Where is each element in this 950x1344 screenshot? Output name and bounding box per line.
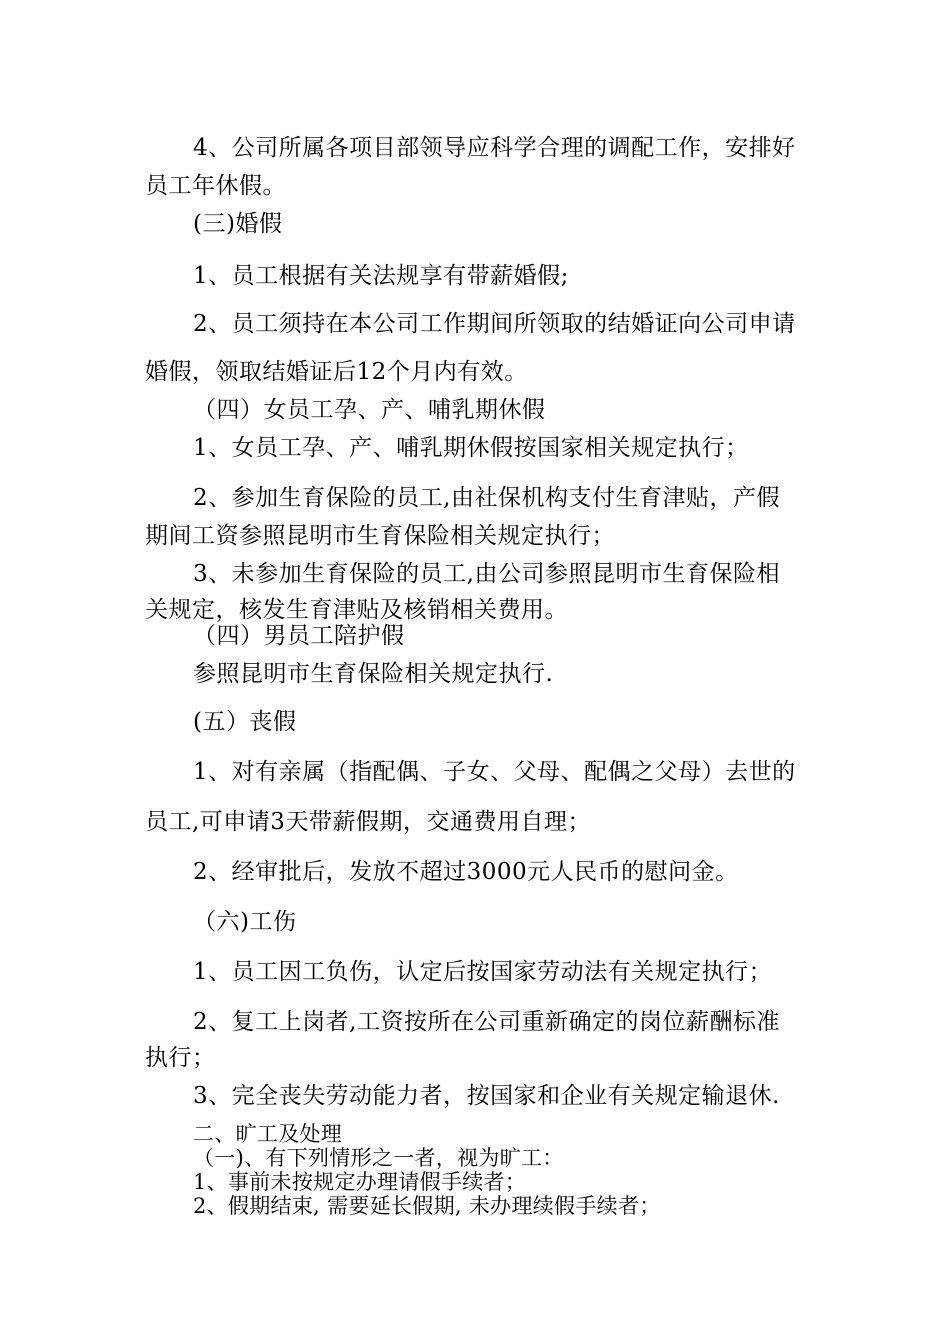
section-heading: （一)、有下列情形之一者，视为旷工： <box>193 1146 564 1170</box>
paragraph-line: 员工,可申请3天带薪假期，交通费用自理； <box>145 809 591 835</box>
paragraph-line: 期间工资参照昆明市生育保险相关规定执行； <box>145 523 615 549</box>
section-heading: （四）女员工孕、产、哺乳期休假 <box>193 397 546 423</box>
list-item: 1、事前未按规定办理请假手续者； <box>193 1170 527 1194</box>
paragraph-line: 执行； <box>145 1045 216 1071</box>
paragraph-line: 1、员工根据有关法规享有带薪婚假; <box>193 263 569 289</box>
paragraph-line: 婚假，领取结婚证后12个月内有效。 <box>145 359 528 385</box>
paragraph-line: 2、员工须持在本公司工作期间所领取的结婚证向公司申请 <box>193 311 796 337</box>
section-heading: 二、旷工及处理 <box>193 1122 343 1146</box>
section-heading: (五）丧假 <box>193 709 297 735</box>
paragraph-line: 2、参加生育保险的员工,由社保机构支付生育津贴，产假 <box>193 485 780 511</box>
paragraph-line: 关规定，核发生育津贴及核销相关费用。 <box>145 597 568 623</box>
paragraph-line: 2、复工上岗者,工资按所在公司重新确定的岗位薪酬标准 <box>193 1009 780 1035</box>
section-heading: (三)婚假 <box>193 211 283 237</box>
paragraph-line: 参照昆明市生育保险相关规定执行. <box>193 661 554 687</box>
paragraph-line: 1、女员工孕、产、哺乳期休假按国家相关规定执行； <box>193 435 749 461</box>
paragraph-line: 1、员工因工负伤，认定后按国家劳动法有关规定执行； <box>193 959 773 985</box>
section-heading: （六)工伤 <box>193 909 297 935</box>
paragraph-line: 4、公司所属各项目部领导应科学合理的调配工作，安排好 <box>193 135 796 161</box>
list-item: 2、假期结束, 需要延长假期, 未办理续假手续者； <box>193 1194 661 1218</box>
paragraph-line: 1、对有亲属（指配偶、子女、父母、配偶之父母）去世的 <box>193 759 796 785</box>
paragraph-line: 2、经审批后，发放不超过3000元人民币的慰问金。 <box>193 859 739 885</box>
paragraph-line: 3、未参加生育保险的员工,由公司参照昆明市生育保险相 <box>193 561 780 587</box>
paragraph-line: 3、完全丧失劳动能力者，按国家和企业有关规定输退休. <box>193 1083 780 1109</box>
paragraph-line: 员工年休假。 <box>145 173 286 199</box>
section-heading: （四）男员工陪护假 <box>193 623 405 649</box>
